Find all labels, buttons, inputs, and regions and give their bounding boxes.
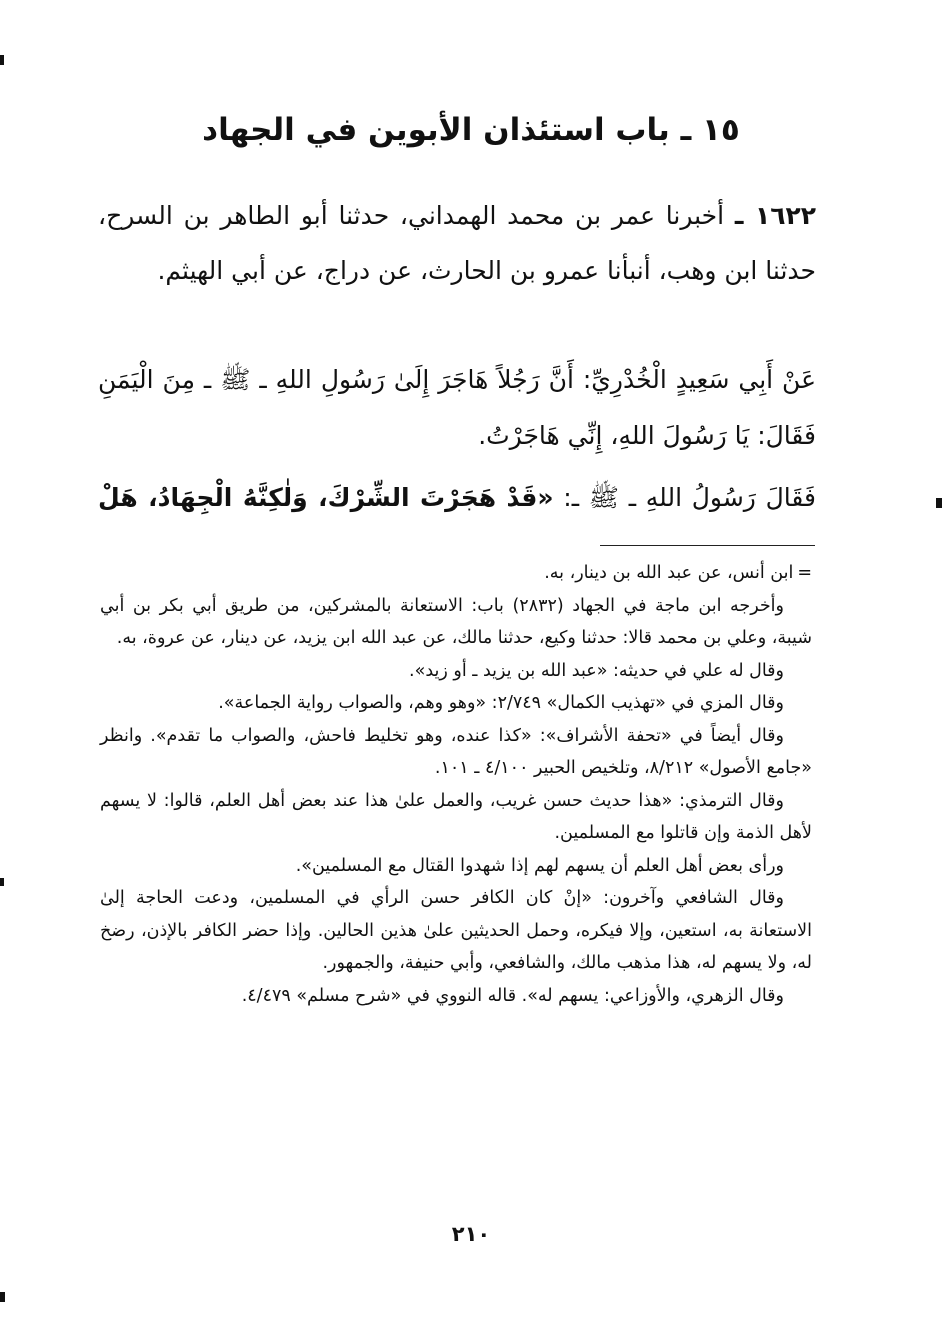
footnote-paragraph: وقال الشافعي وآخرون: «إنْ كان الكافر حسن الرأي في المسلمين، ودعت الحاجة إلىٰ الاستعانة به، استعين، وإلا فيكره، وحمل الحديثين علىٰ هذين الحالين. وإذا حضر الكافر بالإذن، رضخ له، ولا يسهم له، هذا مذهب مالك، والشافعي، وأبي حنيفة، والجمهور. [100, 888, 812, 973]
scan-mark [936, 498, 942, 508]
prophet-speech: «قَدْ هَجَرْتَ الشِّرْكَ، وَلٰكِنَّهُ الْجِهَادُ، هَلْ [98, 483, 554, 512]
footnotes [100, 557, 812, 1012]
hadith-matn: عَنْ أَبِي سَعِيدٍ الْخُدْرِيِّ: أَنَّ رَجُلاً هَاجَرَ إِلَىٰ رَسُولِ اللهِ ـ ﷺ ـ مِنَ الْيَمَنِ فَقَالَ: يَا رَسُولَ اللهِ، إِنِّي هَاجَرْتُ. [98, 365, 816, 450]
scan-mark [0, 878, 4, 886]
page-number: ٢١٠ [451, 1222, 491, 1246]
footnote-paragraph: وقال الترمذي: «هذا حديث حسن غريب، والعمل علىٰ هذا عند بعض أهل العلم، قالوا: لا يسهم لأهل الذمة وإن قاتلوا مع المسلمين. [100, 790, 812, 843]
scan-mark [0, 1292, 5, 1302]
footnote-paragraph: وقال المزي في «تهذيب الكمال» ٢/٧٤٩: «وهو وهم، والصواب رواية الجماعة». [218, 693, 784, 713]
isnad-text: أخبرنا عمر بن محمد الهمداني، حدثنا أبو الطاهر بن السرح، حدثنا ابن وهب، أنبأنا عمرو بن الحارث، عن دراج، عن أبي الهيثم. [98, 201, 816, 285]
hadith-number: ١٦٢٢ ـ [734, 201, 816, 230]
footnote-paragraph: =ابن أنس، عن عبد الله بن دينار، به. [544, 563, 812, 583]
footnote-paragraph: وأخرجه ابن ماجة في الجهاد (٢٨٣٢) باب: الاستعانة بالمشركين، من طريق أبي بكر بن أبي شيبة، وعلي بن محمد قالا: حدثنا وكيع، حدثنا مالك، عن عبد الله ابن يزيد، عن دينار، عن عروة، به. [100, 595, 812, 648]
footnote-divider [600, 545, 815, 546]
scan-mark [0, 55, 4, 65]
footnote-paragraph: وقال الزهري، والأوزاعي: يسهم له». قاله النووي في «شرح مسلم» ٤/٤٧٩. [241, 985, 784, 1006]
footnote-paragraph: وقال أيضاً في «تحفة الأشراف»: «كذا عنده، وهو تخليط فاحش، والصواب ما تقدم». وانظر «جامع الأصول» ٨/٢١٢، وتلخيص الحبير ٤/١٠٠ ـ ١٠١. [100, 725, 812, 778]
footnote-paragraph: وقال له علي في حديثه: «عبد الله بن يزيد ـ أو زيد». [409, 660, 784, 681]
hadith-isnad [98, 188, 816, 298]
matn-intro: فَقَالَ رَسُولُ اللهِ ـ ﷺ ـ: [563, 483, 816, 512]
chapter-title: ١٥ ـ باب استئذان الأبوين في الجهاد [202, 112, 740, 148]
footnote-paragraph: ورأى بعض أهل العلم أن يسهم لهم إذا شهدوا القتال مع المسلمين». [295, 855, 784, 876]
hadith-matn-continued [98, 470, 816, 525]
continuation-mark: = [797, 563, 812, 583]
